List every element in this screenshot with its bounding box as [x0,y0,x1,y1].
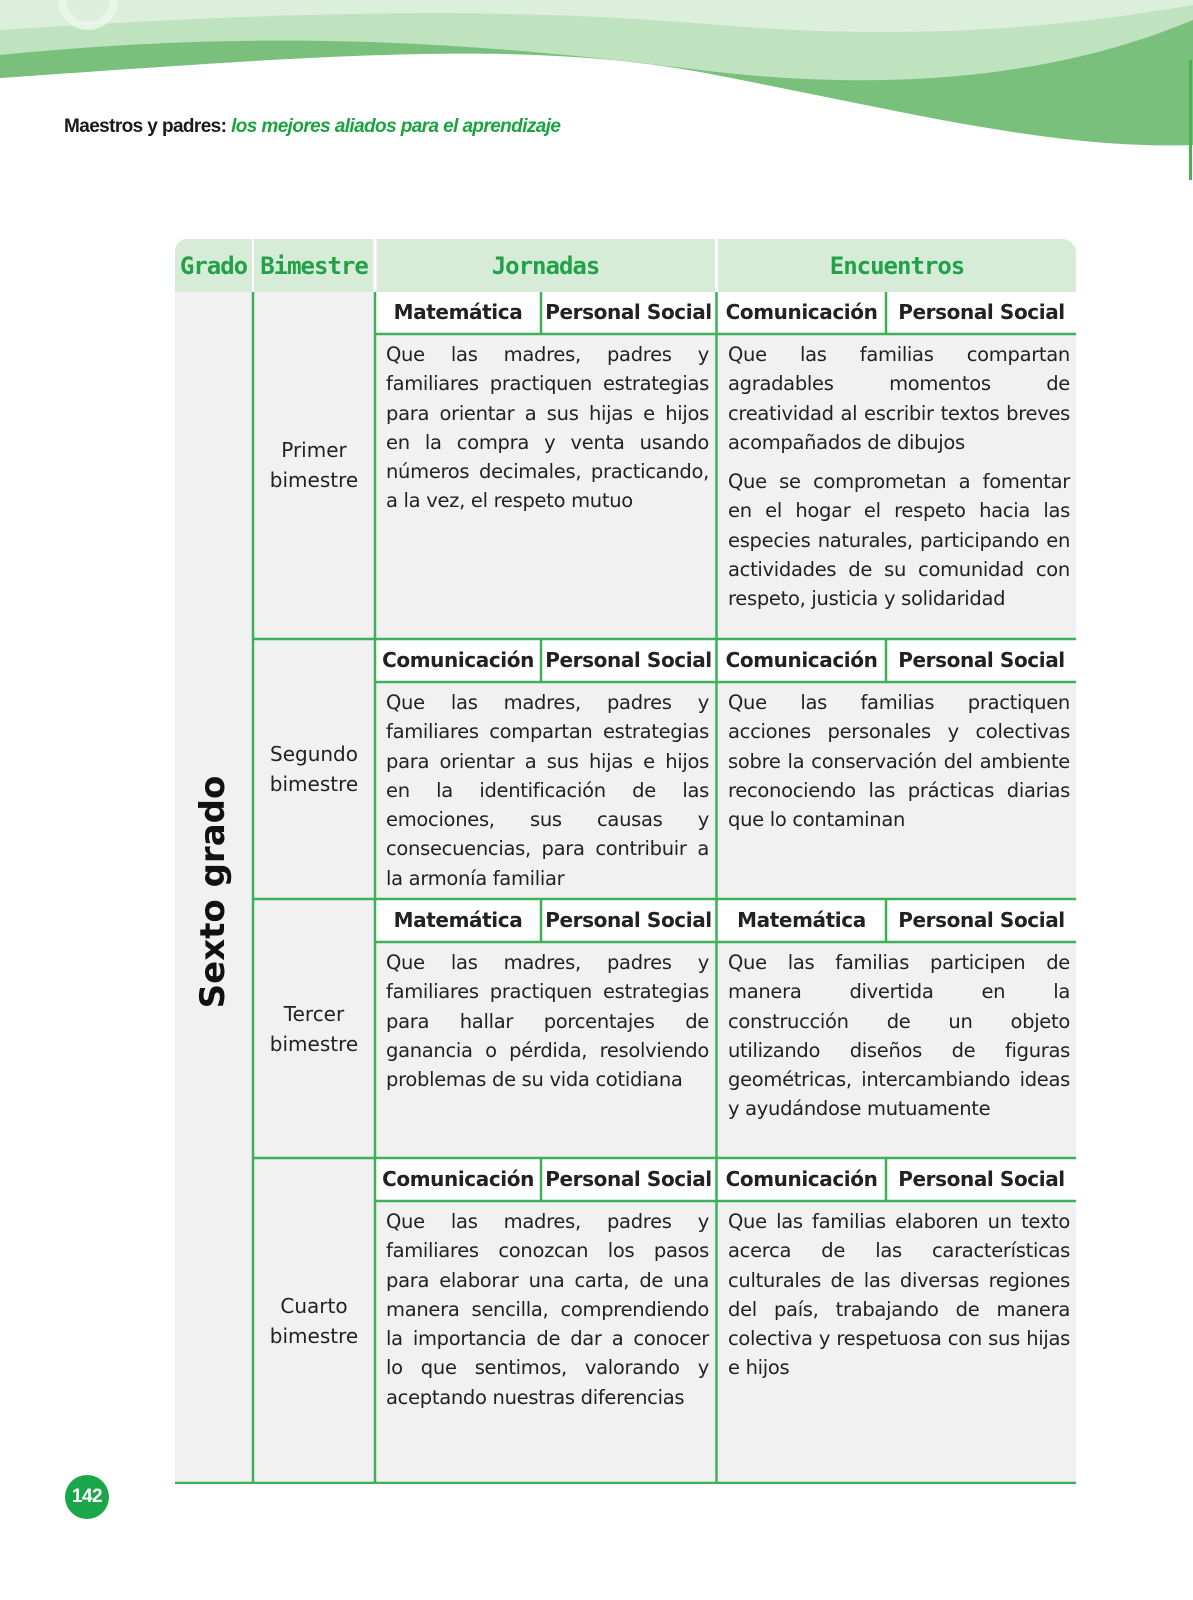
jornadas-text: Que las madres, padres y familiares conozcan los pasos para elaborar una carta, de una manera sencilla, comprendiendo la importancia de dar a conocer lo que sentimos, valorando y aceptando nuestras diferencias [386,1210,709,1409]
jornadas-area-1: Comunicación [376,640,540,680]
encuentros-area-1: Comunicación [718,292,885,332]
encuentros-area-1: Comunicación [718,640,885,680]
page-number-badge [65,1475,109,1519]
activities-table [175,239,1076,1484]
jornadas-text-cell [376,682,715,898]
encuentros-text: Que las familias compartan agradables momentos de creatividad al escribir textos breves acompañados de dibujos [728,343,1070,454]
jornadas-area-2: Personal Social [542,900,715,940]
jornadas-area-2: Personal Social [542,292,715,332]
jornadas-area-2: Personal Social [542,1159,715,1199]
bimestre-cell-3 [254,900,374,1157]
bimestre-label: Segundo bimestre [269,742,359,796]
encuentros-area-1: Matemática [718,900,885,940]
header-bimestre: Bimestre [254,239,374,292]
encuentros-text-2: Que se comprometan a fomentar en el hogar el respeto hacia las especies naturales, participando en actividades de su comunidad con respeto, justicia y solidaridad [728,470,1070,611]
header-wave-decoration [0,0,1193,200]
bimestre-cell-2 [254,640,374,898]
encuentros-text-cell [718,1201,1076,1482]
jornadas-area-1: Comunicación [376,1159,540,1199]
header-encuentros: Encuentros [718,239,1076,292]
header-grado: Grado [175,239,252,292]
header-title-sub: los mejores aliados para el aprendizaje [231,116,561,137]
bimestre-cell-1 [254,292,374,638]
bimestre-label: Tercer bimestre [269,1001,359,1056]
grado-cell [175,292,252,1484]
header-title-main: Maestros y padres: [64,116,227,137]
bimestre-label: Cuarto bimestre [269,1293,359,1348]
jornadas-text: Que las madres, padres y familiares compartan estrategias para orientar a sus hijas e hijos en la identificación de las emociones, sus causas y consecuencias, para contribuir a la armonía familiar [386,691,709,890]
jornadas-area-1: Matemática [376,900,540,940]
header-title [64,116,560,138]
encuentros-text-cell [718,942,1076,1157]
encuentros-area-2: Personal Social [887,1159,1076,1199]
encuentros-text: Que las familias elaboren un texto acerca de las características culturales de las diversas regiones del país, trabajando de manera colectiva y respetuosa con sus hijas e hijos [728,1210,1070,1380]
encuentros-text: Que las familias practiquen acciones personales y colectivas sobre la conservación del ambiente reconociendo las prácticas diarias que lo contaminan [728,691,1070,832]
jornadas-text-cell [376,942,715,1157]
jornadas-text-cell [376,1201,715,1482]
grado-label: Sexto grado [193,775,233,1009]
jornadas-area-2: Personal Social [542,640,715,680]
bimestre-label: Primer bimestre [269,438,359,492]
encuentros-text-cell [718,334,1076,638]
jornadas-text: Que las madres, padres y familiares practiquen estrategias para hallar porcentajes de ganancia o pérdida, resolviendo problemas de su vida cotidiana [386,951,709,1092]
encuentros-text-cell [718,682,1076,898]
jornadas-text: Que las madres, padres y familiares practiquen estrategias para orientar a sus hijas e hijos en la compra y venta usando números decimales, practicando, a la vez, el respeto mutuo [386,343,709,513]
encuentros-text: Que las familias participen de manera divertida en la construcción de un objeto utilizando diseños de figuras geométricas, intercambiando ideas y ayudándose mutuamente [728,951,1070,1121]
encuentros-area-2: Personal Social [887,900,1076,940]
jornadas-text-cell [376,334,715,638]
jornadas-area-1: Matemática [376,292,540,332]
encuentros-area-2: Personal Social [887,292,1076,332]
encuentros-area-2: Personal Social [887,640,1076,680]
bimestre-cell-4 [254,1159,374,1482]
encuentros-area-1: Comunicación [718,1159,885,1199]
page-number: 142 [71,1486,103,1507]
header-jornadas: Jornadas [376,239,715,292]
